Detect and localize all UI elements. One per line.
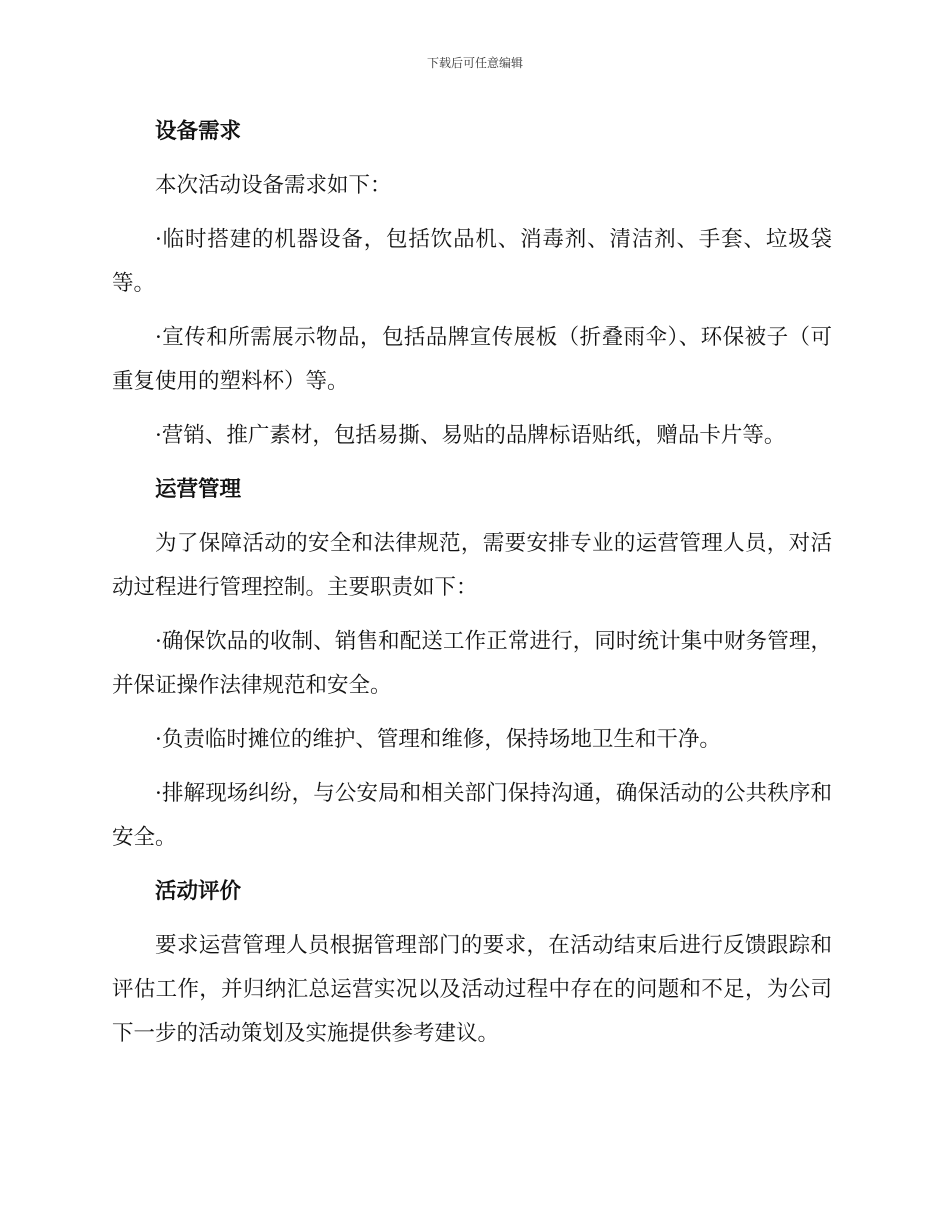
- page-header-note: 下载后可任意编辑: [426, 56, 523, 70]
- bullet-item: ·宣传和所需展示物品，包括品牌宣传展板（折叠雨伞）、环保被子（可重复使用的塑料杯）等。: [112, 325, 832, 394]
- bullet-item: ·确保饮品的收制、销售和配送工作正常进行，同时统计集中财务管理，并保证操作法律规范和安全。: [112, 629, 832, 698]
- bullet-item: ·临时搭建的机器设备，包括饮品机、消毒剂、清洁剂、手套、垃圾袋等。: [112, 227, 832, 296]
- paragraph: 要求运营管理人员根据管理部门的要求，在活动结束后进行反馈跟踪和评估工作，并归纳汇总运营实况以及活动过程中存在的问题和不足，为公司下一步的活动策划及实施提供参考建议。: [112, 933, 832, 1046]
- bullet-item: ·排解现场纠纷，与公安局和相关部门保持沟通，确保活动的公共秩序和安全。: [112, 781, 832, 850]
- document-body: [112, 110, 832, 1066]
- bullet-item: ·营销、推广素材，包括易撕、易贴的品牌标语贴纸，赠品卡片等。: [155, 423, 786, 448]
- paragraph: 为了保障活动的安全和法律规范，需要安排专业的运营管理人员，对活动过程进行管理控制。主要职责如下：: [112, 531, 832, 600]
- section-heading-operations: 运营管理: [155, 477, 242, 502]
- section-heading-equipment: 设备需求: [155, 119, 242, 144]
- section-heading-evaluation: 活动评价: [155, 879, 242, 904]
- paragraph: 本次活动设备需求如下：: [155, 173, 392, 198]
- bullet-item: ·负责临时摊位的维护、管理和维修，保持场地卫生和干净。: [155, 727, 721, 752]
